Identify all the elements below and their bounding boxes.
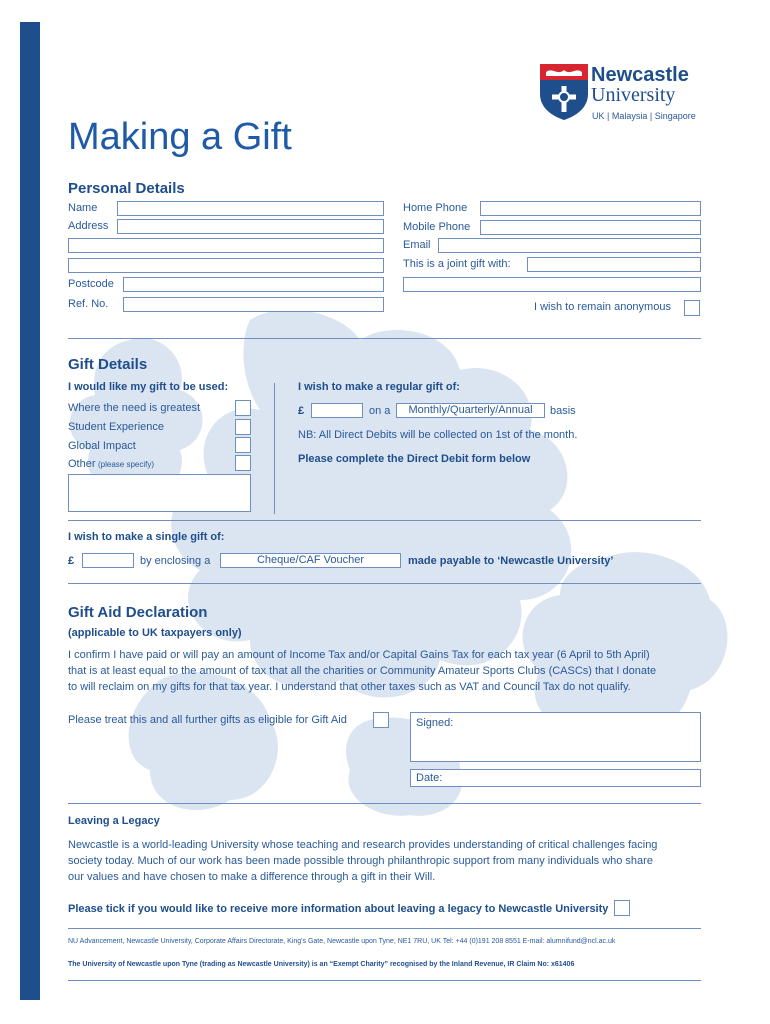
anonymous-label: I wish to remain anonymous	[534, 301, 671, 313]
joint-gift-field[interactable]	[527, 257, 701, 272]
divider	[68, 928, 701, 929]
postcode-label: Postcode	[68, 278, 114, 290]
option-need-label: Where the need is greatest	[68, 402, 201, 414]
personal-details-heading: Personal Details	[68, 180, 185, 197]
address-label: Address	[68, 220, 109, 232]
regular-amount-field[interactable]	[311, 403, 363, 418]
name-field[interactable]	[117, 201, 384, 216]
gift-aid-checkbox[interactable]	[373, 712, 389, 728]
option-student-label: Student Experience	[68, 421, 165, 433]
legacy-heading: Leaving a Legacy	[68, 815, 160, 827]
option-other-checkbox[interactable]	[235, 455, 251, 471]
address-field-1[interactable]	[117, 219, 384, 234]
ref-label: Ref. No.	[68, 298, 109, 310]
single-currency: £	[68, 555, 75, 567]
gift-aid-heading: Gift Aid Declaration	[68, 604, 208, 621]
name-label: Name	[68, 202, 98, 214]
divider	[68, 520, 701, 521]
mobile-phone-label: Mobile Phone	[403, 221, 471, 233]
logo-campuses: UK | Malaysia | Singapore	[592, 111, 696, 121]
gift-aid-line: I confirm I have paid or will pay an amount of Income Tax and/or Capital Gains Tax for each tax year (6 April to 5th April)	[68, 649, 650, 661]
signed-label: Signed:	[416, 717, 454, 729]
legacy-line: our values and have chosen to make a difference through a gift in their Will.	[68, 871, 436, 883]
other-note: (please specify)	[98, 460, 155, 469]
university-crest-icon	[540, 64, 588, 120]
legacy-line: society today. Much of our work has been made possible through philanthropic support from many individuals who share	[68, 855, 653, 867]
gift-details-heading: Gift Details	[68, 356, 148, 373]
single-gift-heading: I wish to make a single gift of:	[68, 531, 225, 543]
email-field[interactable]	[438, 238, 701, 253]
gift-divider	[274, 383, 275, 514]
direct-debit-instruction: Please complete the Direct Debit form below	[298, 453, 531, 465]
other-specify-field[interactable]	[68, 474, 251, 512]
footer-address: NU Advancement, Newcastle University, Corporate Affairs Directorate, King's Gate, Newcastle upon Tyne, NE1 7RU, UK Tel: +44 (0)191 208 8551 E-mail: alumnifund@ncl.ac.uk	[68, 938, 616, 945]
option-student-checkbox[interactable]	[235, 419, 251, 435]
frequency-select[interactable]: Monthly/Quarterly/Annual	[396, 403, 545, 418]
address-field-3[interactable]	[68, 258, 384, 273]
email-label: Email	[403, 239, 431, 251]
option-global-checkbox[interactable]	[235, 437, 251, 453]
address-field-2[interactable]	[68, 238, 384, 253]
gift-aid-line: that is at least equal to the amount of tax that all the charities or Community Amateur Sports Clubs (CASCs) that I donate	[68, 665, 657, 677]
legacy-line: Newcastle is a world-leading University whose teaching and research provides understanding of critical challenges facing	[68, 839, 658, 851]
gift-aid-subheading: (applicable to UK taxpayers only)	[68, 627, 242, 639]
legacy-tick-label: Please tick if you would like to receive more information about leaving a legacy to Newcastle University	[68, 903, 609, 915]
on-a-label: on a	[369, 405, 391, 417]
option-other-label: Other	[68, 458, 96, 470]
single-amount-field[interactable]	[82, 553, 134, 568]
payable-note: made payable to ‘Newcastle University’	[408, 555, 614, 567]
option-global-label: Global Impact	[68, 440, 136, 452]
date-label: Date:	[416, 772, 443, 784]
postcode-field[interactable]	[123, 277, 384, 292]
divider	[68, 980, 701, 981]
signature-field[interactable]	[410, 712, 701, 762]
regular-gift-heading: I wish to make a regular gift of:	[298, 381, 460, 393]
divider	[68, 583, 701, 584]
gift-aid-text	[68, 647, 708, 695]
legacy-text	[68, 837, 708, 885]
page-title: Making a Gift	[68, 116, 292, 158]
legacy-checkbox[interactable]	[614, 900, 630, 916]
direct-debit-note: NB: All Direct Debits will be collected on 1st of the month.	[298, 429, 578, 441]
date-field[interactable]	[410, 769, 701, 787]
divider	[68, 338, 701, 339]
gift-use-heading: I would like my gift to be used:	[68, 381, 229, 393]
home-phone-label: Home Phone	[403, 202, 468, 214]
home-phone-field[interactable]	[480, 201, 701, 216]
mobile-phone-field[interactable]	[480, 220, 701, 235]
joint-gift-field-2[interactable]	[403, 277, 701, 292]
side-bar	[20, 22, 40, 1000]
regular-currency: £	[298, 405, 305, 417]
logo-university: University	[591, 84, 676, 106]
gift-aid-treat-label: Please treat this and all further gifts as eligible for Gift Aid	[68, 714, 347, 726]
anonymous-checkbox[interactable]	[684, 300, 700, 316]
basis-label: basis	[550, 405, 576, 417]
gift-aid-line: to will reclaim on my gifts for that tax year. I understand that other taxes such as VAT and Council Tax do not qualify.	[68, 681, 631, 693]
joint-gift-label: This is a joint gift with:	[403, 258, 511, 270]
divider	[68, 803, 701, 804]
by-enclosing-label: by enclosing a	[140, 555, 211, 567]
ref-field[interactable]	[123, 297, 384, 312]
footer-charity: The University of Newcastle upon Tyne (trading as Newcastle University) is an “Exempt Charity” recognised by the Inland Revenue, IR Claim No: x61406	[68, 961, 575, 968]
payment-method-select[interactable]: Cheque/CAF Voucher	[220, 553, 401, 568]
option-need-checkbox[interactable]	[235, 400, 251, 416]
logo-name: Newcastle	[591, 64, 689, 86]
